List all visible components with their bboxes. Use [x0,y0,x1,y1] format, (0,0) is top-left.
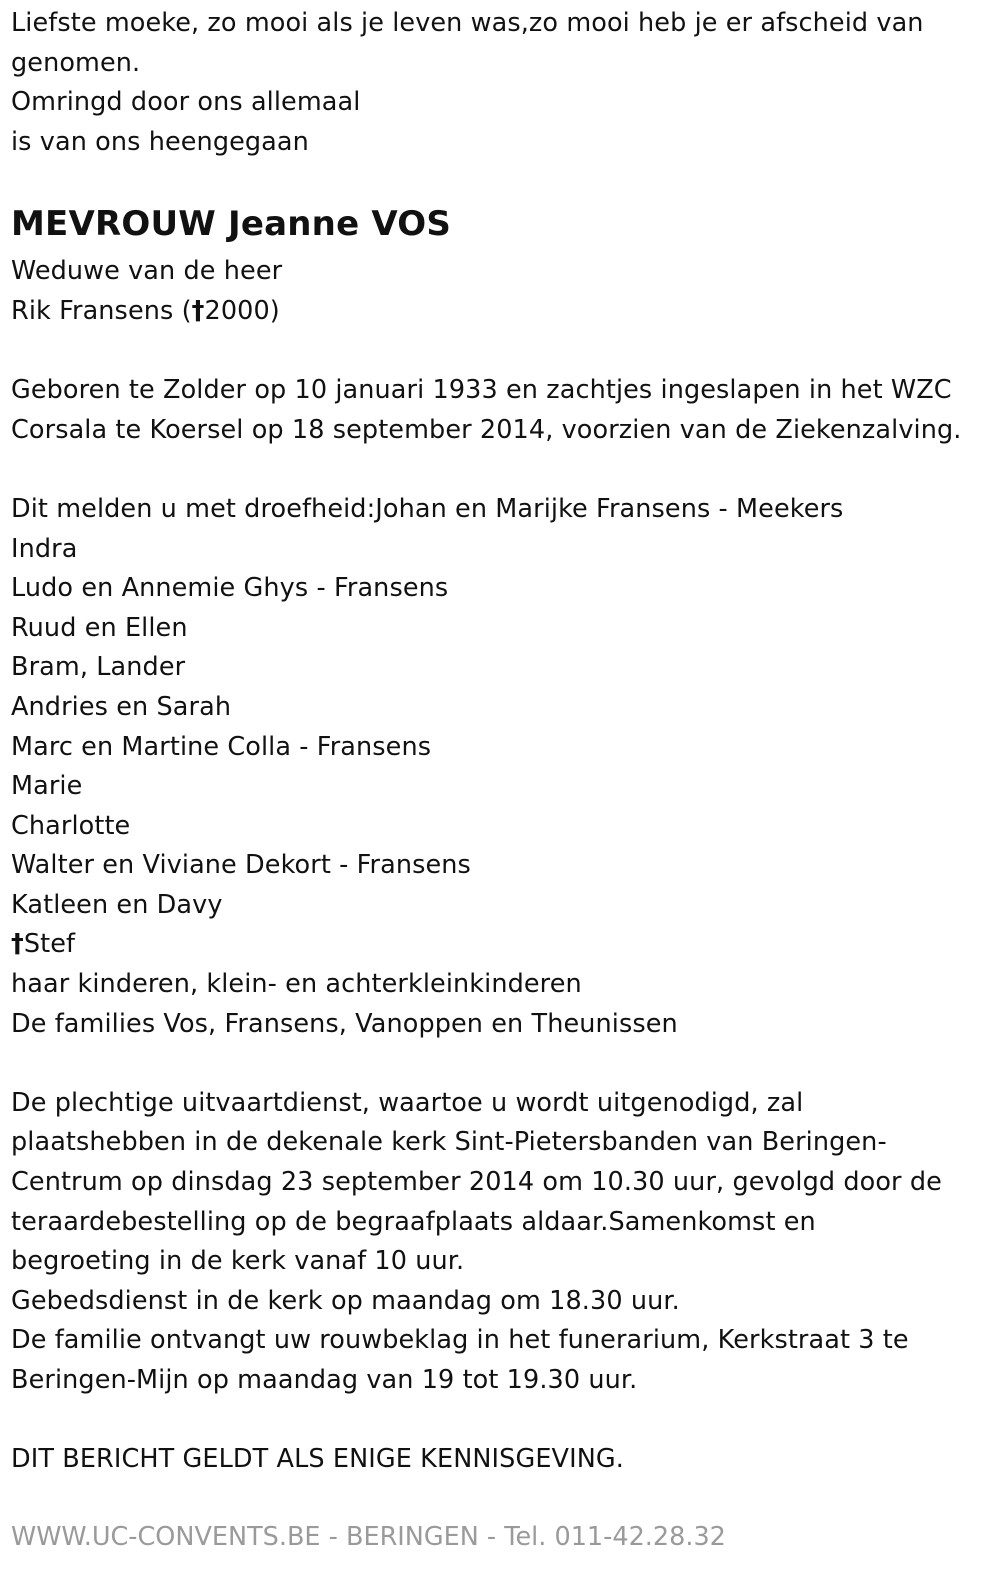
widow-line: Weduwe van de heer [11,256,283,287]
cross-icon: † [11,929,24,960]
spouse-line [11,292,991,332]
mourners-list [11,490,991,1044]
cross-icon: † [191,295,205,326]
mourner-line: Indra [11,533,78,564]
intro-line: is van ons heengegaan [11,126,309,157]
deceased-name: MEVROUW Jeanne VOS [11,204,452,245]
intro-line: Liefste moeke, zo mooi als je leven was,zo mooi heb je er afscheid van [11,8,924,38]
birth-death-line: Geboren te Zolder op 10 januari 1933 en zachtjes ingeslapen in het WZC [11,375,952,406]
obituary-document [11,0,991,1480]
service-line: Gebedsdienst in de kerk op maandag om 18.30 uur. [11,1285,680,1316]
mourner-line: Walter en Viviane Dekort - Fransens [11,850,471,881]
service-line: plaatshebben in de dekenale kerk Sint-Pietersbanden van Beringen- [11,1127,887,1158]
service-line: Beringen-Mijn op maandag van 19 tot 19.30 uur. [11,1365,638,1395]
mourner-line: Dit melden u met droefheid:Johan en Marijke Fransens - Meekers [11,493,844,524]
intro-line: genomen. [11,47,141,78]
spacer [11,1401,991,1441]
mourner-line: haar kinderen, klein- en achterkleinkinderen [11,969,582,1000]
spouse-name: Rik Fransens ( [11,295,192,326]
service-paragraph [11,1084,991,1401]
mourner-line: Ludo en Annemie Ghys - Fransens [11,573,449,604]
spouse-year: 2000) [204,295,280,326]
service-line: De plechtige uitvaartdienst, waartoe u wordt uitgenodigd, zal [11,1087,804,1118]
mourner-line: Charlotte [11,810,131,841]
mourner-line: Ruud en Ellen [11,612,188,643]
footer-contact: WWW.UC-CONVENTS.BE - BERINGEN - Tel. 011-42.28.32 [11,1522,726,1552]
service-line: De familie ontvangt uw rouwbeklag in het funerarium, Kerkstraat 3 te [11,1325,909,1356]
service-line: begroeting in de kerk vanaf 10 uur. [11,1246,465,1277]
spacer [11,450,991,490]
mourner-line-deceased [11,925,991,965]
service-line: Centrum op dinsdag 23 september 2014 om 10.30 uur, gevolgd door de [11,1167,942,1198]
mourner-line: Marie [11,771,83,802]
deceased-grandchild-name: Stef [23,929,76,960]
intro-text [11,4,991,162]
mourner-line: Marc en Martine Colla - Fransens [11,731,432,762]
intro-line: Omringd door ons allemaal [11,87,361,118]
mourner-line: De families Vos, Fransens, Vanoppen en Theunissen [11,1008,678,1039]
mourner-line: Andries en Sarah [11,691,232,722]
mourner-line: Bram, Lander [11,652,186,683]
mourner-line: Katleen en Davy [11,889,223,920]
service-line: teraardebestelling op de begraafplaats aldaar.Samenkomst en [11,1206,816,1237]
birth-death-paragraph [11,371,991,450]
spacer [11,1044,991,1084]
birth-death-line: Corsala te Koersel op 18 september 2014, voorzien van de Ziekenzalving. [11,414,962,445]
spacer [11,332,991,372]
notice-text: DIT BERICHT GELDT ALS ENIGE KENNISGEVING. [11,1444,624,1475]
